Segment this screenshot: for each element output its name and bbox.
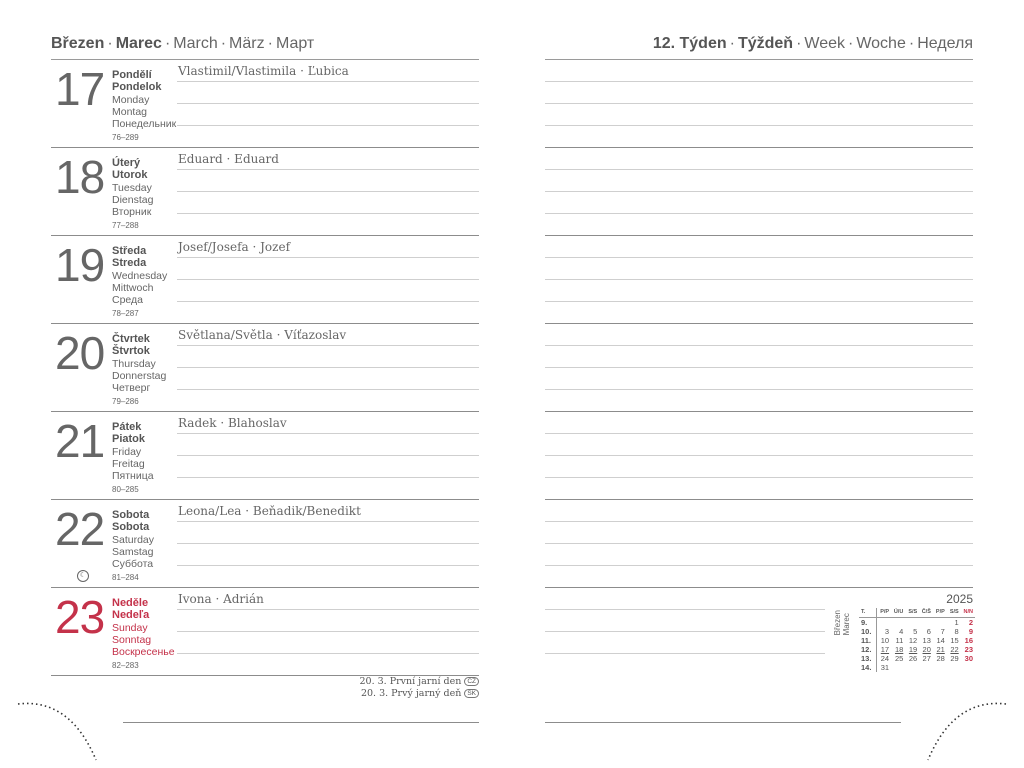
mini-calendar-cell: 21 xyxy=(936,644,945,654)
month-sk: Marec xyxy=(115,35,162,52)
day-name-en: Sunday xyxy=(112,622,148,634)
month-de: März xyxy=(229,35,265,52)
mini-calendar-cell: 16 xyxy=(964,635,973,645)
day-name-ru: Вторник xyxy=(112,206,152,218)
mini-calendar-header-cell: Č/Š xyxy=(919,608,933,617)
mini-calendar-cell: 14. xyxy=(859,663,877,672)
day-name-ru: Пятница xyxy=(112,470,154,482)
mini-calendar-cell: 13 xyxy=(922,635,931,645)
mini-calendar-year: 2025 xyxy=(946,592,973,606)
day-name-de: Sonntag xyxy=(112,634,152,646)
mini-calendar-header-cell: S/S xyxy=(947,608,961,617)
day-name-cz: Pondělí xyxy=(112,69,152,81)
notes-separator xyxy=(545,499,973,500)
mini-calendar-cell xyxy=(919,617,933,627)
mini-calendar-cell: 10 xyxy=(880,635,890,645)
mini-calendar-cell: 22 xyxy=(950,644,959,654)
week-ru: Неделя xyxy=(917,35,973,52)
day-name-sk: Streda xyxy=(112,257,147,269)
mini-calendar-grid xyxy=(859,608,975,672)
notes-line xyxy=(545,543,973,544)
mini-calendar-header-cell: S/S xyxy=(905,608,919,617)
mini-calendar-cell: 24 xyxy=(880,653,890,663)
notes-line xyxy=(545,257,973,258)
notes-line xyxy=(545,455,973,456)
month-ru: Март xyxy=(275,35,315,52)
mini-calendar-cell: 6 xyxy=(926,626,931,636)
notes-line xyxy=(545,103,973,104)
notes-separator xyxy=(545,323,973,324)
day-name-ru: Четверг xyxy=(112,382,151,394)
day-of-year: 78–287 xyxy=(112,309,139,318)
mini-calendar-cell: 11. xyxy=(859,636,877,645)
mini-calendar-cell xyxy=(919,663,933,672)
month-cz: Březen xyxy=(51,35,105,52)
mini-calendar-cell xyxy=(905,617,919,627)
day-name-en: Saturday xyxy=(112,534,155,546)
writing-line xyxy=(177,521,479,522)
mini-calendar-cell: 12 xyxy=(908,635,918,645)
writing-line xyxy=(177,279,479,280)
day-name-ru: Понедельник xyxy=(112,118,177,130)
writing-line xyxy=(177,191,479,192)
day-name-en: Friday xyxy=(112,446,142,458)
notes-separator xyxy=(545,411,973,412)
mini-calendar-cell: 8 xyxy=(954,626,959,636)
mini-calendar-cell: 17 xyxy=(880,644,890,654)
notes-line xyxy=(545,213,973,214)
mini-calendar-cell: 7 xyxy=(940,626,945,636)
mini-calendar-cell: 4 xyxy=(899,626,904,636)
mini-calendar-header-cell: N/N xyxy=(961,608,975,617)
day-of-year: 77–288 xyxy=(112,221,139,230)
week-header: 12. Týden · Týždeň · Week · Woche · Неделя xyxy=(652,35,973,52)
writing-line xyxy=(177,301,479,302)
notes-line xyxy=(545,521,973,522)
writing-line xyxy=(177,345,479,346)
mini-calendar-cell: 29 xyxy=(950,653,959,663)
day-number: 23 xyxy=(55,591,105,643)
writing-line xyxy=(177,125,479,126)
day-name-cz: Středa xyxy=(112,245,147,257)
notes-line xyxy=(545,477,973,478)
top-rule-right xyxy=(545,59,973,60)
mini-calendar-cell: 9 xyxy=(968,626,973,636)
holiday-cz: 20. 3. První jarní den CZ xyxy=(359,676,479,687)
day-block xyxy=(51,148,479,236)
writing-line xyxy=(177,367,479,368)
day-block xyxy=(51,412,479,500)
corner-ornament-left xyxy=(0,690,110,768)
country-badge-sk: SK xyxy=(464,689,479,698)
day-name-de: Mittwoch xyxy=(112,282,154,294)
notes-line xyxy=(545,279,973,280)
notes-line xyxy=(545,367,973,368)
day-of-year: 80–285 xyxy=(112,485,139,494)
mini-calendar-cell: 15 xyxy=(950,635,959,645)
day-name-cz: Pátek xyxy=(112,421,142,433)
day-name-de: Samstag xyxy=(112,546,154,558)
writing-line xyxy=(177,257,479,258)
day-name-de: Donnerstag xyxy=(112,370,167,382)
name-day: Eduard · Eduard xyxy=(178,152,279,166)
name-day: Radek · Blahoslav xyxy=(178,416,287,430)
notes-separator xyxy=(545,587,973,588)
writing-line xyxy=(177,455,479,456)
mini-calendar-header-cell: T. xyxy=(859,608,877,617)
day-number: 18 xyxy=(55,151,105,203)
day-block xyxy=(51,324,479,412)
day-of-year: 82–283 xyxy=(112,661,139,670)
day-of-year: 81–284 xyxy=(112,573,139,582)
writing-line xyxy=(177,565,479,566)
notes-line xyxy=(545,345,973,346)
month-en: March xyxy=(173,35,218,52)
day-name-sk: Piatok xyxy=(112,433,146,445)
day-block xyxy=(51,500,479,588)
mini-calendar-cell: 27 xyxy=(922,653,931,663)
day-block xyxy=(51,60,479,148)
day-name-ru: Суббота xyxy=(112,558,154,570)
writing-line xyxy=(177,389,479,390)
notes-line xyxy=(545,191,973,192)
writing-line xyxy=(177,81,479,82)
mini-calendar-cell: 19 xyxy=(908,644,918,654)
mini-calendar-cell: 20 xyxy=(922,644,931,654)
mini-calendar-header-cell: P/P xyxy=(933,608,947,617)
name-day: Josef/Josefa · Jozef xyxy=(178,240,291,254)
day-name-sk: Štvrtok xyxy=(112,345,150,357)
notes-line xyxy=(545,631,825,632)
day-number: 19 xyxy=(55,239,105,291)
mini-calendar-cell: 23 xyxy=(964,644,973,654)
month-header: Březen · Marec · March · März · Март xyxy=(51,35,315,52)
name-day: Ivona · Adrián xyxy=(178,592,264,606)
writing-line xyxy=(177,433,479,434)
mini-calendar-cell xyxy=(933,663,947,672)
week-sk: Týždeň xyxy=(737,35,794,52)
day-name-ru: Среда xyxy=(112,294,143,306)
writing-line xyxy=(177,609,479,610)
name-day: Vlastimil/Vlastimila · Ľubica xyxy=(178,64,349,78)
holiday-sk: 20. 3. Prvý jarný deň SK xyxy=(361,688,479,699)
mini-calendar-cell xyxy=(933,617,947,627)
day-name-en: Tuesday xyxy=(112,182,152,194)
day-name-sk: Sobota xyxy=(112,521,150,533)
mini-calendar-cell xyxy=(891,663,905,672)
notes-line xyxy=(545,389,973,390)
day-number: 20 xyxy=(55,327,105,379)
name-day: Světlana/Světla · Víťazoslav xyxy=(178,328,347,342)
notes-line xyxy=(545,433,973,434)
day-block xyxy=(51,236,479,324)
day-name-cz: Neděle xyxy=(112,597,149,609)
writing-line xyxy=(177,213,479,214)
mini-calendar-cell: 28 xyxy=(936,653,945,663)
name-day: Leona/Lea · Beňadik/Benedikt xyxy=(178,504,361,518)
mini-calendar-cell xyxy=(905,663,919,672)
day-name-sk: Utorok xyxy=(112,169,148,181)
day-name-cz: Čtvrtek xyxy=(112,333,150,345)
mini-calendar-cell: 14 xyxy=(936,635,945,645)
mini-calendar-cell xyxy=(891,617,905,627)
week-cz: 12. Týden xyxy=(652,35,727,52)
mini-calendar-cell: 30 xyxy=(964,653,973,663)
writing-line xyxy=(177,477,479,478)
mini-calendar-cell xyxy=(877,617,891,627)
day-block xyxy=(51,588,479,676)
day-of-year: 76–289 xyxy=(112,133,139,142)
writing-line xyxy=(177,653,479,654)
day-name-de: Dienstag xyxy=(112,194,154,206)
day-name-sk: Nedeľa xyxy=(112,609,150,621)
mini-calendar-cell: 12. xyxy=(859,645,877,654)
day-name-en: Wednesday xyxy=(112,270,168,282)
notes-separator xyxy=(545,235,973,236)
day-name-ru: Воскресенье xyxy=(112,646,175,658)
mini-calendar-cell: 18 xyxy=(894,644,904,654)
bottom-rule-right xyxy=(545,722,901,723)
day-name-sk: Pondelok xyxy=(112,81,162,93)
mini-calendar-cell: 5 xyxy=(913,626,918,636)
day-name-cz: Sobota xyxy=(112,509,150,521)
bottom-rule-left xyxy=(123,722,479,723)
notes-separator xyxy=(545,147,973,148)
writing-line xyxy=(177,543,479,544)
mini-calendar-cell: 13. xyxy=(859,654,877,663)
mini-calendar-cell: 2 xyxy=(968,617,973,627)
writing-line xyxy=(177,631,479,632)
mini-calendar-header-cell: P/P xyxy=(877,608,891,617)
corner-ornament-right xyxy=(914,690,1024,768)
writing-line xyxy=(177,169,479,170)
notes-line xyxy=(545,125,973,126)
day-name-en: Monday xyxy=(112,94,150,106)
notes-line xyxy=(545,301,973,302)
mini-calendar-cell: 26 xyxy=(908,653,918,663)
day-name-cz: Úterý xyxy=(112,157,141,169)
mini-calendar-header-cell: Ú/U xyxy=(891,608,905,617)
mini-calendar-cell: 31 xyxy=(880,662,890,672)
day-name-en: Thursday xyxy=(112,358,156,370)
notes-line xyxy=(545,81,973,82)
mini-calendar-cell xyxy=(947,663,961,672)
moon-phase-icon: ☾ xyxy=(77,570,89,582)
country-badge-cz: CZ xyxy=(464,677,479,686)
notes-line xyxy=(545,565,973,566)
mini-calendar-cell xyxy=(961,663,975,672)
day-name-de: Montag xyxy=(112,106,148,118)
week-en: Week xyxy=(804,35,846,52)
day-of-year: 79–286 xyxy=(112,397,139,406)
day-number: 22 xyxy=(55,503,105,555)
mini-calendar-cell: 11 xyxy=(895,635,904,645)
mini-calendar-cell: 9. xyxy=(859,617,877,627)
notes-line xyxy=(545,609,825,610)
mini-calendar-cell: 3 xyxy=(884,626,890,636)
writing-line xyxy=(177,103,479,104)
notes-line xyxy=(545,169,973,170)
mini-calendar-cell: 25 xyxy=(894,653,904,663)
day-number: 17 xyxy=(55,63,105,115)
notes-line xyxy=(545,653,825,654)
mini-calendar xyxy=(833,592,975,672)
day-name-de: Freitag xyxy=(112,458,145,470)
day-number: 21 xyxy=(55,415,105,467)
week-de: Woche xyxy=(856,35,906,52)
mini-calendar-cell: 1 xyxy=(954,617,959,627)
mini-calendar-cell: 10. xyxy=(859,627,877,636)
mini-calendar-month: Březen Marec xyxy=(833,610,851,636)
